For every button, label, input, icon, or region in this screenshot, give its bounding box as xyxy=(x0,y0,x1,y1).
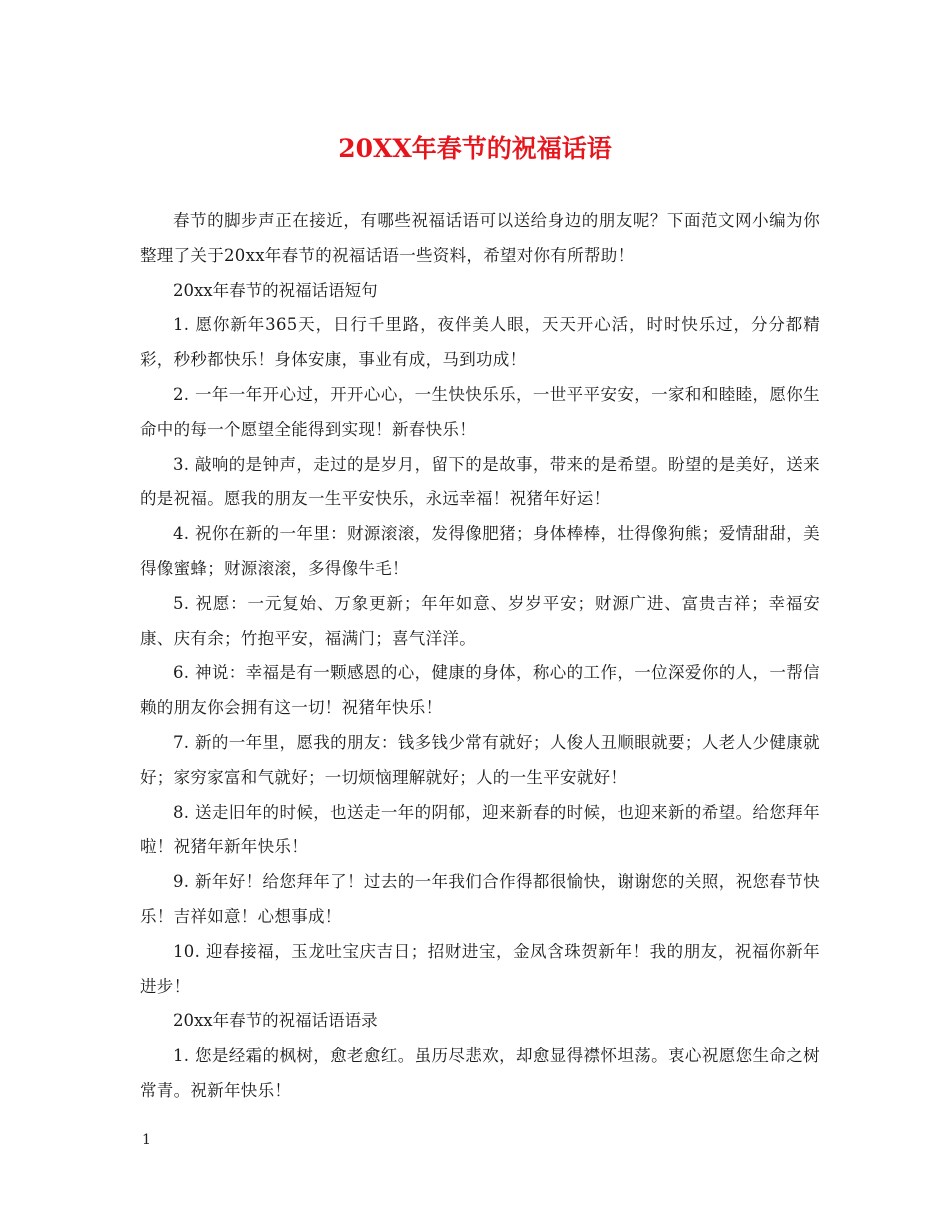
section-heading-short-greetings: 20xx年春节的祝福话语短句 xyxy=(173,280,378,300)
page-number: 1 xyxy=(142,1132,151,1148)
document-body xyxy=(140,204,820,1109)
greeting-item: 5. 祝愿：一元复始、万象更新；年年如意、岁岁平安；财源广进、富贵吉祥；幸福安康、庆有余；竹抱平安，福满门；喜气洋洋。 xyxy=(140,593,820,648)
intro-paragraph: 春节的脚步声正在接近，有哪些祝福话语可以送给身边的朋友呢？下面范文网小编为你整理了关于20xx年春节的祝福话语一些资料，希望对你有所帮助！ xyxy=(140,211,820,265)
greeting-item: 3. 敲响的是钟声，走过的是岁月，留下的是故事，带来的是希望。盼望的是美好，送来的是祝福。愿我的朋友一生平安快乐，永远幸福！祝猪年好运！ xyxy=(140,454,820,509)
greeting-item: 10. 迎春接福，玉龙吐宝庆吉日；招财进宝，金凤含珠贺新年！我的朋友，祝福你新年进步！ xyxy=(140,941,820,996)
document-title: 20XX年春节的祝福话语 xyxy=(338,134,612,163)
quote-item: 1. 您是经霜的枫树，愈老愈红。虽历尽悲欢，却愈显得襟怀坦荡。衷心祝愿您生命之树常青。祝新年快乐！ xyxy=(140,1046,820,1100)
greeting-item: 7. 新的一年里，愿我的朋友：钱多钱少常有就好；人俊人丑顺眼就要；人老人少健康就好；家穷家富和气就好；一切烦恼理解就好；人的一生平安就好！ xyxy=(140,732,820,787)
greeting-item: 2. 一年一年开心过，开开心心，一生快快乐乐，一世平平安安，一家和和睦睦，愿你生命中的每一个愿望全能得到实现！新春快乐！ xyxy=(140,384,820,439)
greeting-item: 4. 祝你在新的一年里：财源滚滚，发得像肥猪；身体棒棒，壮得像狗熊；爱情甜甜，美得像蜜蜂；财源滚滚，多得像牛毛！ xyxy=(140,524,820,578)
greeting-item: 1. 愿你新年365天，日行千里路，夜伴美人眼，天天开心活，时时快乐过，分分都精彩，秒秒都快乐！身体安康，事业有成，马到功成！ xyxy=(140,315,820,370)
greeting-item: 8. 送走旧年的时候，也送走一年的阴郁，迎来新春的时候，也迎来新的希望。给您拜年啦！祝猪年新年快乐！ xyxy=(140,802,820,857)
greeting-item: 6. 神说：幸福是有一颗感恩的心，健康的身体，称心的工作，一位深爱你的人，一帮信赖的朋友你会拥有这一切！祝猪年快乐！ xyxy=(140,663,820,718)
section-heading-quotes: 20xx年春节的祝福话语语录 xyxy=(173,1011,378,1031)
greeting-item: 9. 新年好！给您拜年了！过去的一年我们合作得都很愉快，谢谢您的关照，祝您春节快乐！吉祥如意！心想事成！ xyxy=(140,872,820,926)
